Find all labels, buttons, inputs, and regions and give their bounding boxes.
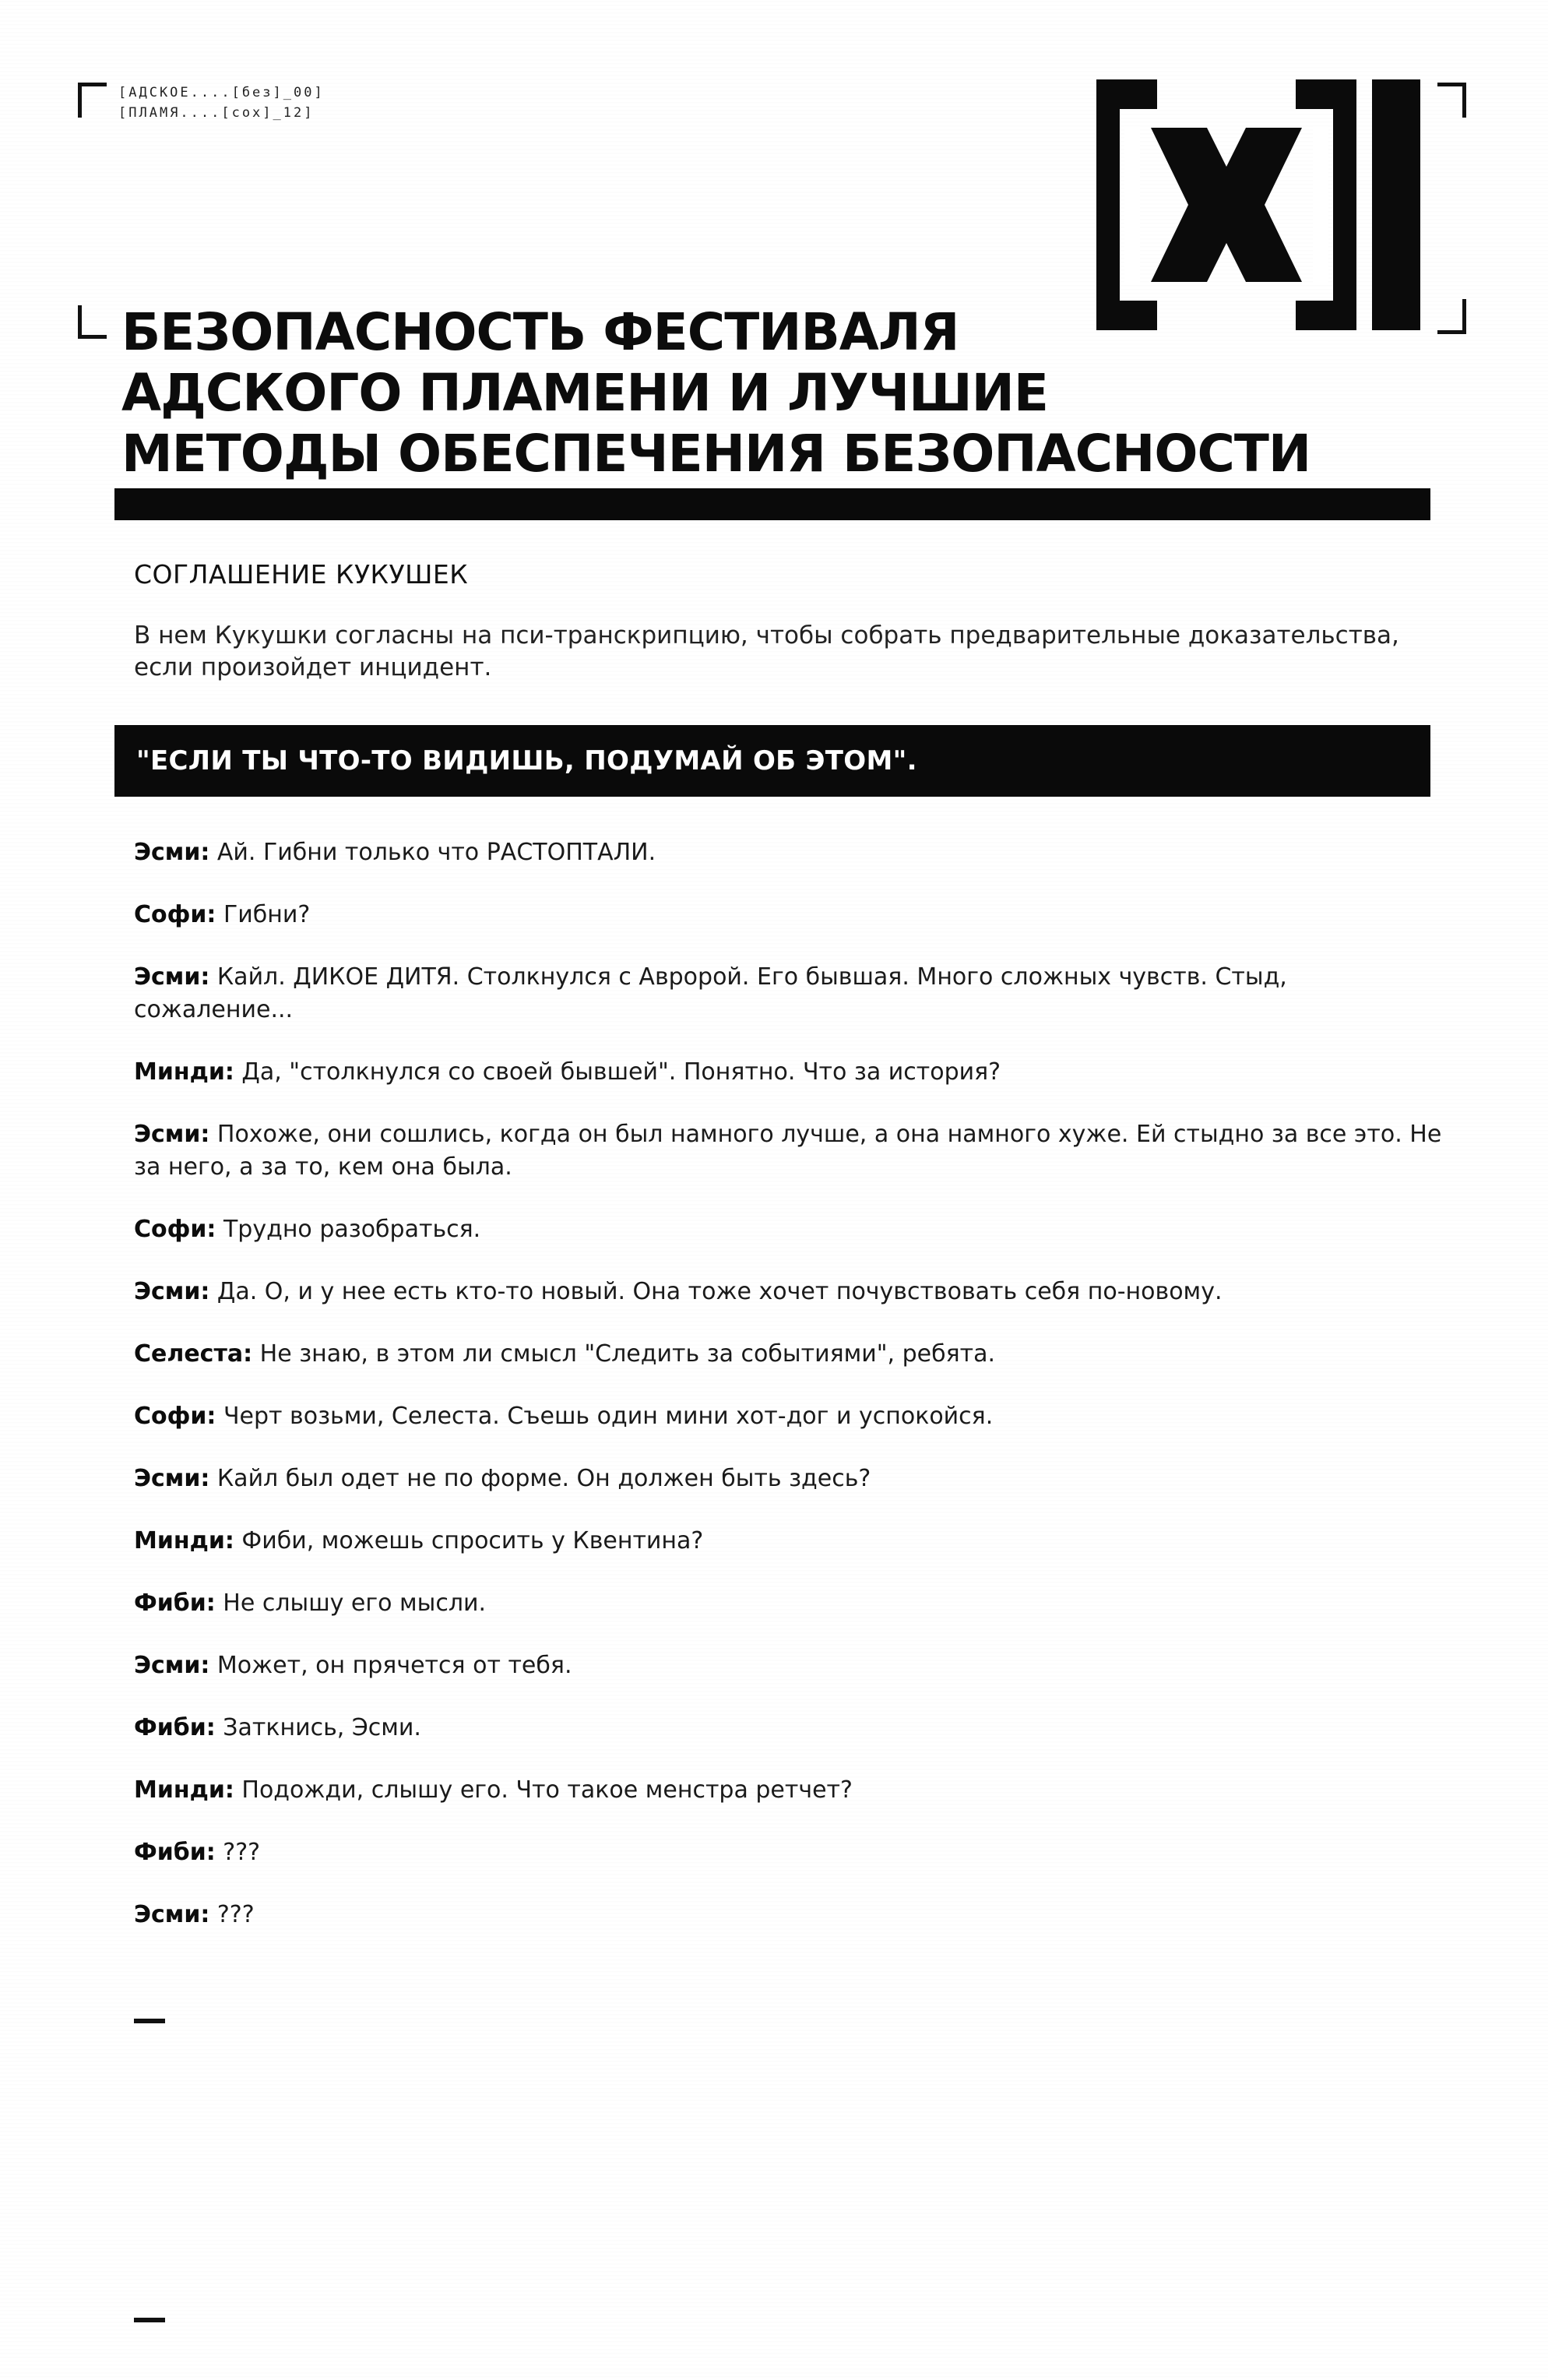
speaker-name: Софи: xyxy=(134,1403,216,1430)
dialogue-line xyxy=(134,961,1442,1026)
dialogue-text: Не слышу его мысли. xyxy=(215,1590,487,1617)
speaker-name: Эсми: xyxy=(134,839,210,866)
speaker-name: Эсми: xyxy=(134,1901,210,1928)
speaker-name: Фиби: xyxy=(134,1839,216,1866)
page-title-line: АДСКОГО ПЛАМЕНИ И ЛУЧШИЕ xyxy=(121,363,1048,423)
dialogue-line xyxy=(134,1056,1442,1089)
speaker-name: Эсми: xyxy=(134,1278,210,1305)
dialogue-line xyxy=(134,1587,1442,1620)
dialogue-text: Да, "столкнулся со своей бывшей". Понятно. Что за история? xyxy=(234,1058,1001,1086)
section-heading: СОГЛАШЕНИЕ КУКУШЕК xyxy=(134,559,469,590)
dialogue-text: Да. О, и у нее есть кто-то новый. Она тоже хочет почувствовать себя по-новому. xyxy=(209,1278,1223,1305)
page-title-line: БЕЗОПАСНОСТЬ ФЕСТИВАЛЯ xyxy=(121,302,959,362)
speaker-name: Селеста: xyxy=(134,1340,253,1368)
speaker-name: Софи: xyxy=(134,1216,216,1243)
speaker-name: Эсми: xyxy=(134,1121,210,1148)
dialogue-text: Кайл. ДИКОЕ ДИТЯ. Столкнулся с Авророй. Его бывшая. Много сложных чувств. Стыд, сожаление... xyxy=(134,963,1287,1023)
speaker-name: Фиби: xyxy=(134,1590,216,1617)
dialogue-text: Может, он прячется от тебя. xyxy=(209,1652,572,1679)
document-code-line: [АДСКОЕ....[без]_00] xyxy=(118,85,325,100)
speaker-name: Минди: xyxy=(134,1527,234,1554)
speaker-name: Минди: xyxy=(134,1058,234,1086)
speaker-name: Минди: xyxy=(134,1776,234,1804)
speaker-name: Эсми: xyxy=(134,1652,210,1679)
dialogue-text: ??? xyxy=(215,1839,261,1866)
speaker-name: Эсми: xyxy=(134,963,210,991)
dialogue-transcript xyxy=(134,836,1442,1961)
dialogue-line xyxy=(134,899,1442,931)
dialogue-line xyxy=(134,1649,1442,1682)
speaker-name: Фиби: xyxy=(134,1714,216,1741)
quote-banner xyxy=(114,725,1430,797)
dialogue-text: Заткнись, Эсми. xyxy=(215,1714,421,1741)
dialogue-line xyxy=(134,1276,1442,1308)
dialogue-text: Фиби, можешь спросить у Квентина? xyxy=(234,1527,704,1554)
dialogue-text: ??? xyxy=(209,1901,255,1928)
speaker-name: Эсми: xyxy=(134,1465,210,1492)
section-body-text: В нем Кукушки согласны на пси-транскрипцию, чтобы собрать предварительные доказательства, если произойдет инцидент. xyxy=(134,621,1399,681)
dialogue-text: Похоже, они сошлись, когда он был намного лучше, а она намного хуже. Ей стыдно за все это. Не за него, а за то, кем она была. xyxy=(134,1121,1442,1181)
corner-bracket-logo-top-right xyxy=(1437,83,1466,118)
dialogue-text: Кайл был одет не по форме. Он должен быть здесь? xyxy=(209,1465,871,1492)
dialogue-line xyxy=(134,1463,1442,1495)
dialogue-line xyxy=(134,1712,1442,1745)
dialogue-text: Трудно разобраться. xyxy=(216,1216,481,1243)
page-title xyxy=(121,302,1445,484)
document-codes xyxy=(118,83,325,123)
page-title-line: МЕТОДЫ ОБЕСПЕЧЕНИЯ БЕЗОПАСНОСТИ xyxy=(121,424,1311,484)
dialogue-line xyxy=(134,1899,1442,1931)
dialogue-line xyxy=(134,1213,1442,1246)
dialogue-text: Черт возьми, Селеста. Съешь один мини хот-дог и успокойся. xyxy=(216,1403,994,1430)
section-end-dash xyxy=(134,2019,165,2023)
x-bracket-logo-icon xyxy=(1096,79,1420,330)
dialogue-line xyxy=(134,1836,1442,1869)
dialogue-line xyxy=(134,1525,1442,1558)
dialogue-line xyxy=(134,1774,1442,1807)
corner-bracket-title-left xyxy=(78,305,107,339)
dialogue-line xyxy=(134,1338,1442,1371)
title-underline-rule xyxy=(114,488,1430,520)
dialogue-text: Гибни? xyxy=(216,901,311,928)
dialogue-line xyxy=(134,836,1442,869)
corner-bracket-top-left xyxy=(78,83,107,118)
page-end-dash xyxy=(134,2318,165,2322)
quote-banner-text: "ЕСЛИ ТЫ ЧТО-ТО ВИДИШЬ, ПОДУМАЙ ОБ ЭТОМ". xyxy=(136,745,917,776)
dialogue-line xyxy=(134,1400,1442,1433)
dialogue-text: Подожди, слышу его. Что такое менстра ретчет? xyxy=(234,1776,853,1804)
speaker-name: Софи: xyxy=(134,901,216,928)
dialogue-text: Ай. Гибни только что РАСТОПТАЛИ. xyxy=(209,839,656,866)
dialogue-text: Не знаю, в этом ли смысл "Следить за событиями", ребята. xyxy=(252,1340,996,1368)
document-code-line: [ПЛАМЯ....[сох]_12] xyxy=(118,105,315,121)
dialogue-line xyxy=(134,1118,1442,1184)
